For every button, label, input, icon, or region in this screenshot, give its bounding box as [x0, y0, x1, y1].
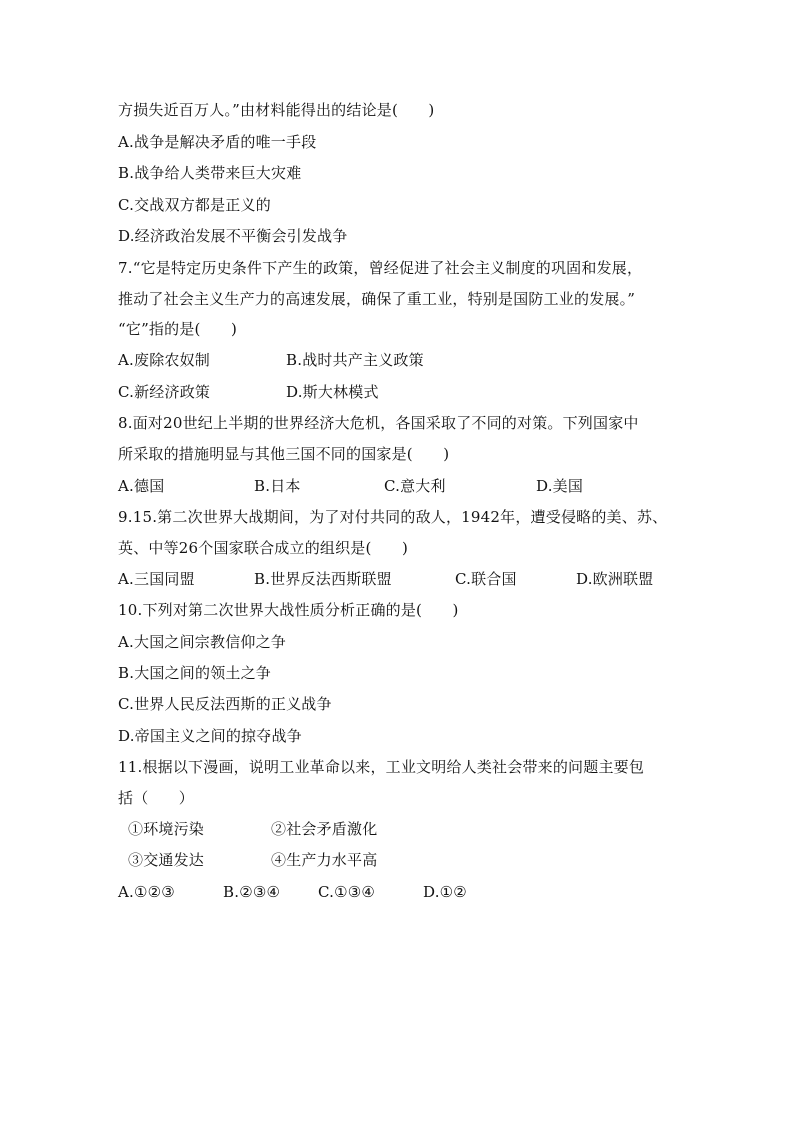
q9-stem-line-2: 英、中等26个国家联合成立的组织是( ) — [118, 539, 408, 557]
q10-option-c: C.世界人民反法西斯的正义战争 — [118, 695, 332, 713]
q7-option-c: C.新经济政策 — [118, 383, 211, 401]
q11-item-4: ④生产力水平高 — [271, 851, 378, 869]
q7-stem-line-1: 7.“它是特定历史条件下产生的政策，曾经促进了社会主义制度的巩固和发展， — [118, 259, 643, 277]
q7-option-d: D.斯大林模式 — [286, 383, 379, 401]
q7-option-b: B.战时共产主义政策 — [286, 351, 424, 369]
q7-option-a: A.废除农奴制 — [118, 351, 211, 369]
q7-stem-line-2: 推动了社会主义生产力的高速发展，确保了重工业，特别是国防工业的发展。” — [118, 290, 636, 308]
q9-option-b: B.世界反法西斯联盟 — [254, 570, 392, 588]
q6-stem-end: 方损失近百万人。”由材料能得出的结论是( ) — [118, 101, 435, 119]
q11-item-3: ③交通发达 — [128, 851, 205, 869]
q11-option-d: D.①② — [423, 883, 467, 901]
q6-option-a: A.战争是解决矛盾的唯一手段 — [118, 133, 317, 151]
q9-option-a: A.三国同盟 — [118, 570, 195, 588]
q8-option-c: C.意大利 — [384, 477, 446, 495]
q10-option-b: B.大国之间的领土之争 — [118, 664, 271, 682]
q8-option-a: A.德国 — [118, 477, 165, 495]
q6-option-b: B.战争给人类带来巨大灾难 — [118, 164, 302, 182]
q11-option-a: A.①②③ — [118, 883, 175, 901]
q7-stem-line-3: “它”指的是( ) — [118, 320, 238, 338]
q8-stem-line-1: 8.面对20世纪上半期的世界经济大危机，各国采取了不同的对策。下列国家中 — [118, 414, 639, 432]
q10-stem: 10.下列对第二次世界大战性质分析正确的是( ) — [118, 601, 459, 619]
q6-option-c: C.交战双方都是正义的 — [118, 196, 271, 214]
q11-stem-line-1: 11.根据以下漫画，说明工业革命以来，工业文明给人类社会带来的问题主要包 — [118, 758, 645, 776]
q11-stem-line-2: 括（ ） — [118, 789, 195, 807]
q10-option-d: D.帝国主义之间的掠夺战争 — [118, 727, 302, 745]
q11-option-b: B.②③④ — [223, 883, 281, 901]
q11-item-2: ②社会矛盾激化 — [271, 820, 378, 838]
q9-option-c: C.联合国 — [455, 570, 517, 588]
q11-item-1: ①环境污染 — [128, 820, 205, 838]
q10-option-a: A.大国之间宗教信仰之争 — [118, 633, 287, 651]
q9-stem-line-1: 9.15.第二次世界大战期间，为了对付共同的敌人，1942年，遭受侵略的美、苏、 — [118, 508, 668, 526]
q8-option-d: D.美国 — [536, 477, 584, 495]
q6-option-d: D.经济政治发展不平衡会引发战争 — [118, 227, 348, 245]
q8-stem-line-2: 所采取的措施明显与其他三国不同的国家是( ) — [118, 445, 450, 463]
q8-option-b: B.日本 — [254, 477, 301, 495]
q9-option-d: D.欧洲联盟 — [576, 570, 654, 588]
q11-option-c: C.①③④ — [318, 883, 376, 901]
